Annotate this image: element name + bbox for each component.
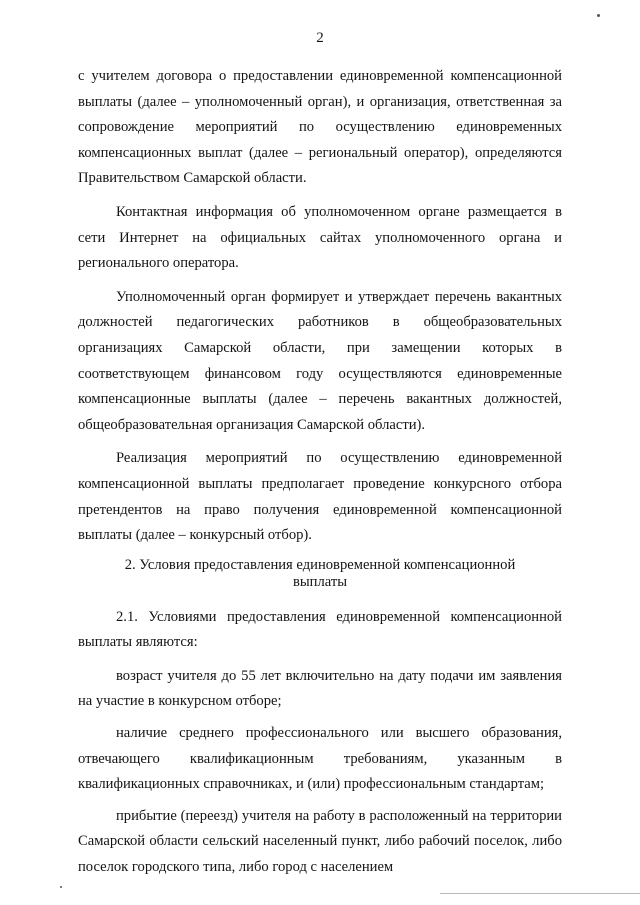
condition-age: возраст учителя до 55 лет включительно на дату подачи им заявления на участие в конкурсном отборе; — [78, 667, 562, 710]
section-heading-line-1: 2. Условия предоставления единовременной компенсационной — [124, 556, 516, 573]
section-heading — [78, 557, 562, 591]
scan-speck — [60, 886, 62, 888]
paragraph-contact-info: Контактная информация об уполномоченном органе размещается в сети Интернет на официальных сайтах уполномоченного органа и регионального оператора. — [78, 203, 562, 272]
paragraph-vacancy-list: Уполномоченный орган формирует и утверждает перечень вакантных должностей педагогических работников в общеобразовательных организациях Самарской области, при замещении которых в соответствующем финансовом году осуществляются единовременные компенсационные выплаты (далее – перечень вакантных должностей, общеобразовательная организация Самарской области). — [78, 288, 562, 433]
paragraph-continuation: с учителем договора о предоставлении единовременной компенсационной выплаты (далее – уполномоченный орган), и организация, ответственная за сопровождение мероприятий по осуществлению единовременных компенсационных выплат (далее – региональный оператор), определяются Правительством Самарской области. — [78, 68, 562, 187]
paragraph-competitive-selection: Реализация мероприятий по осуществлению единовременной компенсационной выплаты предполагает проведение конкурсного отбора претендентов на право получения единовременной компенсационной выплаты (далее – конкурсный отбор). — [78, 450, 562, 544]
document-body — [78, 64, 562, 887]
scan-speck — [597, 14, 600, 17]
condition-relocation: прибытие (переезд) учителя на работу в расположенный на территории Самарской области сельский населенный пункт, либо рабочий поселок, либо поселок городского типа, либо город с населением — [78, 807, 562, 876]
page-number: 2 — [316, 30, 324, 46]
condition-education: наличие среднего профессионального или высшего образования, отвечающего квалификационным требованиям, указанным в квалификационных справочниках, и (или) профессиональным стандартам; — [78, 725, 562, 793]
clause-2-1: 2.1. Условиями предоставления единовременной компенсационной выплаты являются: — [78, 608, 562, 651]
scan-edge-line — [440, 893, 640, 894]
section-heading-line-2: выплаты — [292, 573, 348, 590]
